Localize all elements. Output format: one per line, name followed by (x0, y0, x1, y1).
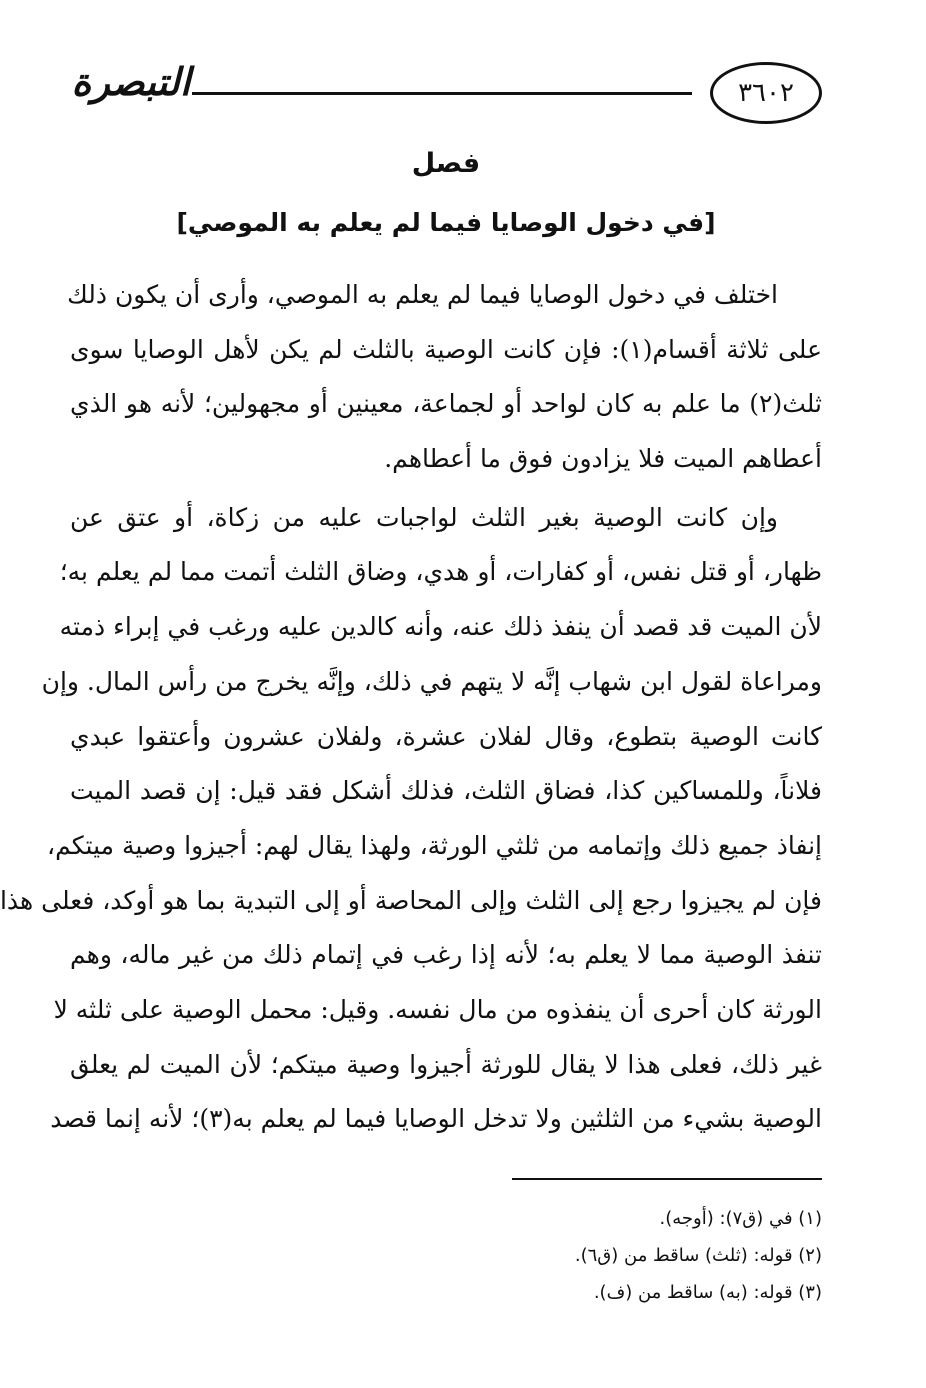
section-heading: فصل (411, 148, 481, 179)
text-line: ومراعاة لقول ابن شهاب إنَّه لا يتهم في ذلك، وإنَّه يخرج من رأس المال. وإن (41, 666, 822, 696)
page-number: ٣٦٠٢ (738, 78, 794, 108)
footnote-separator (512, 1178, 822, 1180)
text-line: إنفاذ جميع ذلك وإتمامه من ثلثي الورثة، ولهذا يقال لهم: أجيزوا وصية ميتكم، (47, 830, 822, 860)
footnotes (122, 1200, 822, 1311)
text-line: لأن الميت قد قصد أن ينفذ ذلك عنه، وأنه كالدين عليه ورغب في إبراء ذمته (59, 612, 822, 642)
page-header (70, 40, 822, 120)
book-title-logo: التبصرة (70, 50, 192, 112)
footnote-1: (١) في (ق٧): (أوجه). (659, 1208, 822, 1229)
text-line: وإن كانت الوصية بغير الثلث لواجبات عليه من زكاة، أو عتق عن (70, 502, 778, 532)
section-subtitle: [في دخول الوصايا فيما لم يعلم به الموصي] (176, 208, 716, 237)
text-line: أعطاهم الميت فلا يزادون فوق ما أعطاهم. (384, 444, 822, 474)
page-number-badge (710, 62, 822, 124)
text-line: غير ذلك، فعلى هذا لا يقال للورثة أجيزوا وصية ميتكم؛ لأن الميت لم يعلق (70, 1049, 822, 1079)
paragraph-2 (0, 491, 822, 1147)
body-text (0, 268, 822, 1147)
text-line: ظهار، أو قتل نفس، أو كفارات، أو هدي، وضاق الثلث أتمت مما لم يعلم به؛ (59, 557, 822, 587)
text-line: الورثة كان أحرى أن ينفذوه من مال نفسه. وقيل: محمل الوصية على ثلثه لا (53, 994, 822, 1024)
text-line: الوصية بشيء من الثلثين ولا تدخل الوصايا فيما لم يعلم به(٣)؛ لأنه إنما قصد (50, 1104, 822, 1134)
footnote-2: (٢) قوله: (ثلث) ساقط من (ق٦). (574, 1245, 822, 1266)
text-line: على ثلاثة أقسام(١): فإن كانت الوصية بالثلث لم يكن لأهل الوصايا سوى (70, 334, 822, 364)
text-line: اختلف في دخول الوصايا فيما لم يعلم به الموصي، وأرى أن يكون ذلك (67, 280, 778, 309)
text-line: فلاناً، وللمساكين كذا، فضاق الثلث، فذلك أشكل فقد قيل: إن قصد الميت (70, 776, 822, 806)
footnote-3: (٣) قوله: (به) ساقط من (ف). (593, 1282, 822, 1303)
text-line: كانت الوصية بتطوع، وقال لفلان عشرة، ولفلان عشرون وأعتقوا عبدي (70, 721, 822, 751)
header-rule (170, 92, 692, 95)
text-line: تنفذ الوصية مما لا يعلم به؛ لأنه إذا رغب في إتمام ذلك من غير ماله، وهم (70, 940, 822, 970)
text-line: ثلث(٢) ما علم به كان لواحد أو لجماعة، معينين أو مجهولين؛ لأنه هو الذي (70, 389, 822, 419)
text-line: فإن لم يجيزوا رجع إلى الثلث وإلى المحاصة أو إلى التبدية بما هو أوكد، فعلى هذا (0, 885, 822, 915)
paragraph-1 (67, 268, 822, 487)
